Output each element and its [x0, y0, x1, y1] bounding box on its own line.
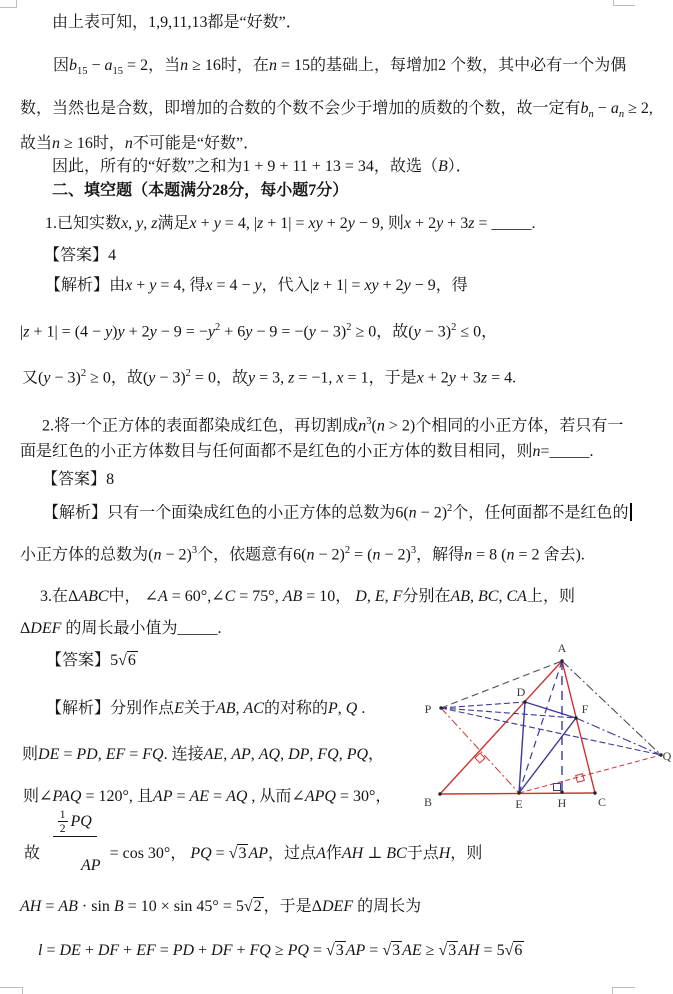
q3-stem: 3.在ΔABC中， ∠A = 60°,∠C = 75°, AB = 10， D, E, F分别在AB, BC, CA上，则	[40, 588, 575, 605]
point-C	[593, 791, 596, 794]
crop-mark-top-right-h	[613, 5, 635, 6]
segment-EF	[519, 718, 576, 793]
q3-solution-3: 则∠PAQ = 120°, 且AP = AE = AQ , 从而∠APQ = 30°，	[23, 788, 392, 805]
fraction-numerator	[53, 809, 97, 838]
q1-answer: 【答案】4	[44, 247, 117, 264]
q1-stem: 1.已知实数x, y, z满足x + y = 4, |z + 1| = xy + 2y − 9, 则x + 2y + 3z = _____.	[45, 215, 536, 232]
point-label-Q: Q	[662, 749, 672, 763]
segment-EQ	[519, 755, 661, 793]
q1-solution-2: $|z + 1| = (4 - y)y + 2y - 9 = -y^2 + 6y - 9 = -(y - 3)^2 \ge 0$，故$(y - 3)^2 \le 0$，	[20, 322, 498, 341]
fraction	[49, 809, 101, 894]
crop-mark-top-right-v	[613, 0, 614, 6]
segment-BA	[440, 661, 562, 794]
fraction-denominator: AP	[81, 856, 101, 874]
q1-solution-3: 又$(y - 3)^2 \ge 0$，故$(y - 3)^2 = 0$，故y = 3, z = −1, x = 1，于是x + 2y + 3z = 4.	[22, 368, 517, 387]
q3-solution-5: AH = AB · sin B = 10 × sin 45° = 5√2 ，于是ΔDEF 的周长为	[20, 898, 422, 915]
fraction-prefix: 故	[24, 844, 41, 862]
crop-mark-bottom-right-h	[612, 987, 635, 988]
segment-PA	[441, 661, 562, 708]
point-F	[574, 716, 577, 719]
q2-stem: 2.将一个正方体的表面都染成红色，再切割成$n^3(n > 2)$个相同的小正方体，若只有一	[42, 416, 624, 435]
inner-fraction	[58, 809, 68, 836]
inner-fraction-numerator: 1	[59, 808, 66, 821]
q2-answer: 【答案】8	[42, 471, 115, 488]
q3-solution-4	[24, 808, 483, 880]
point-E	[517, 791, 520, 794]
crop-mark-top-left-v	[16, 0, 17, 8]
point-label-P: P	[424, 702, 432, 716]
point-label-C: C	[597, 795, 607, 809]
crop-mark-top-left-h	[0, 7, 17, 8]
fraction-suffix: = cos 30°， PQ = √3 AP，过点A作AH ⊥ BC于点H，则	[109, 844, 483, 862]
right-angle-mark-2	[576, 774, 585, 783]
segment-PF	[441, 708, 576, 718]
crop-mark-bottom-right-v	[612, 987, 613, 994]
segment-DE	[519, 702, 525, 793]
section-heading: 二、填空题（本题满分28分，每小题7分）	[52, 182, 349, 199]
q3-solution-1: 【解析】分别作点E关于AB, AC的对称的P, Q .	[46, 700, 366, 717]
segment-AQ	[562, 661, 661, 755]
point-H	[560, 790, 563, 793]
q2-solution-2: 小正方体的总数为$(n - 2)^3$个，依题意有$6(n - 2)^2 = (n - 2)^3$，解得n = 8 (n = 2 舍去).	[20, 545, 585, 564]
point-A	[560, 659, 563, 662]
para-conclusion: 因此，所有的“好数”之和为1 + 9 + 11 + 13 = 34，故选（B）．	[52, 158, 472, 175]
q1-solution-1: 【解析】由x + y = 4, 得x = 4 − y，代入|z + 1| = xy + 2y − 9，得	[45, 277, 468, 294]
point-label-A: A	[557, 641, 567, 655]
q2-stem-cont: 面是红色的小正方体数目与任何面都不是红色的小正方体的数目相同，则n=_____.	[20, 443, 594, 460]
text-cursor	[630, 503, 632, 521]
point-B	[438, 792, 441, 795]
inner-fraction-denominator: 2	[59, 822, 66, 835]
q3-answer: 【答案】5√6	[46, 652, 136, 669]
q3-solution-final: l = DE + DF + EF = PD + DF + FQ ≥ PQ = √3 AP = √3 AE ≥ √3 AH = 5√6	[38, 942, 523, 959]
point-label-D: D	[516, 685, 526, 699]
para-good-numbers: 由上表可知，1,9,11,13都是“好数”．	[52, 14, 302, 31]
para-b15-cont: 数，当然也是合数，即增加的合数的个数不会少于增加的质数的个数，故一定有$b_n - a_n \ge 2$,	[20, 100, 653, 121]
right-angle-mark-3	[554, 784, 561, 791]
segment-AC	[562, 661, 595, 793]
segment-PQ	[441, 708, 661, 755]
q3-solution-2: 则DE = PD, EF = FQ. 连接AE, AP, AQ, DP, FQ, PQ，	[22, 746, 385, 763]
point-label-B: B	[423, 795, 433, 809]
q3-stem-cont: ΔDEF 的周长最小值为_____.	[20, 620, 222, 637]
point-label-F: F	[581, 702, 589, 716]
para-b15-end: 故当n ≥ 16时，n不可能是“好数”．	[20, 135, 260, 152]
q2-solution-1: 【解析】只有一个面染成红色的小正方体的总数为$6(n - 2)^2$个，任何面都不是红色的	[43, 498, 632, 524]
segment-AE	[516, 661, 562, 793]
para-b15: 因$b_{15} - a_{15} = 2$，当n ≥ 16时，在n = 15的基础上，每增加2 个数，其中必有一个为偶	[53, 57, 627, 78]
crop-mark-bottom-left-h	[0, 987, 23, 988]
geometry-figure	[415, 636, 673, 828]
crop-mark-bottom-left-v	[22, 987, 23, 994]
point-label-E: E	[515, 797, 523, 811]
fraction-numerator-variable: PQ	[70, 812, 92, 830]
point-D	[523, 700, 526, 703]
point-label-H: H	[557, 796, 567, 810]
segment-FQ	[576, 718, 661, 755]
point-P	[439, 706, 442, 709]
